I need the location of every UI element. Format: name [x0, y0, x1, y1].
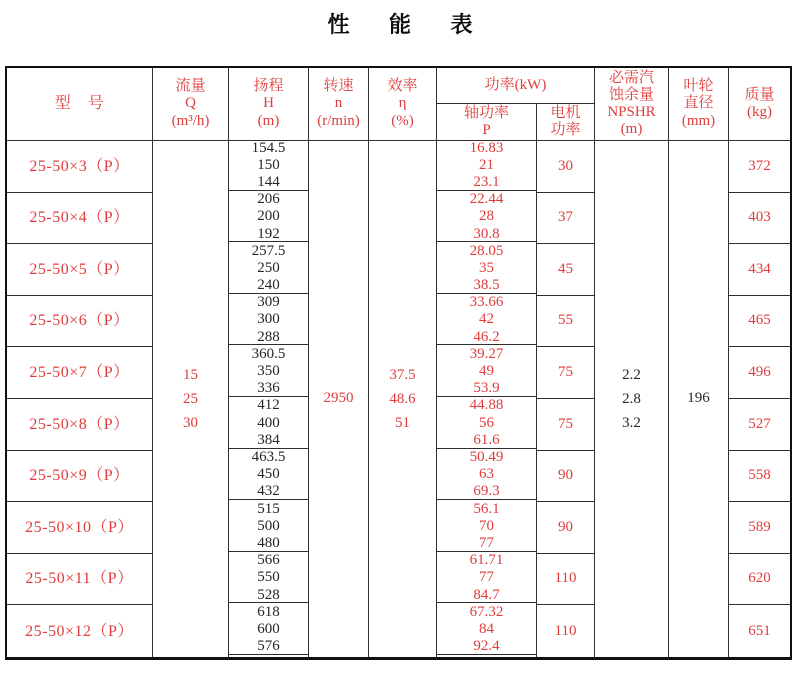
shaft-power-value: 38.5: [473, 277, 500, 294]
header-power-group: 功率(kW): [437, 68, 595, 104]
head-cell: [229, 605, 309, 657]
npshr-value: 2.8: [622, 390, 641, 407]
header-efficiency-line: 效率: [387, 78, 418, 95]
model-cell: 25-50×10（P）: [7, 502, 153, 554]
shaft-power-value: 42: [479, 311, 494, 328]
head-value: 463.5: [251, 450, 286, 466]
header-flow-line: Q: [185, 95, 196, 112]
shaft-power-value: 50.49: [469, 450, 504, 466]
motor-power-cell: 55: [537, 296, 595, 348]
head-value: 550: [257, 569, 280, 586]
header-speed-line: (r/min): [317, 112, 360, 129]
header-head-line: (m): [257, 112, 280, 129]
head-value: 309: [257, 295, 280, 311]
head-value: 432: [257, 483, 280, 500]
head-value: 515: [257, 502, 280, 517]
shaft-power-value: 67.32: [469, 605, 504, 620]
shaft-power-value: 61.71: [469, 553, 504, 569]
shaft-power-value: 84: [479, 621, 494, 638]
head-cell: [229, 244, 309, 296]
header-npshr: [595, 68, 669, 141]
shaft-power-cell: [437, 296, 537, 348]
shaft-power-cell: [437, 399, 537, 451]
shaft-power-cell: [437, 451, 537, 503]
head-value: 240: [257, 277, 280, 294]
motor-power-cell: 90: [537, 451, 595, 503]
shaft-power-value: 46.2: [473, 328, 500, 345]
header-npshr-line: 必需汽: [608, 69, 654, 86]
shaft-power-value: 39.27: [469, 347, 504, 362]
head-cell: [229, 399, 309, 451]
head-value: 206: [257, 192, 280, 208]
header-motor-power-line: 功率: [550, 122, 581, 138]
mass-cell: 527: [729, 399, 790, 451]
motor-power-cell: 110: [537, 605, 595, 657]
shaft-power-value: 49: [479, 363, 494, 380]
head-value: 500: [257, 517, 280, 534]
head-value: 200: [257, 208, 280, 225]
head-cell: [229, 193, 309, 245]
speed-value-cell: 2950: [309, 141, 369, 657]
motor-power-cell: 37: [537, 193, 595, 245]
model-cell: 25-50×5（P）: [7, 244, 153, 296]
header-npshr-line: (m): [620, 121, 643, 138]
header-flow-line: 流量: [175, 78, 206, 95]
header-impeller-line: 直径: [683, 95, 714, 112]
shaft-power-value: 30.8: [473, 225, 500, 242]
shaft-power-value: 28.05: [469, 244, 504, 259]
shaft-power-value: 53.9: [473, 380, 500, 397]
npshr-value: 2.2: [622, 366, 641, 383]
header-mass-line: (kg): [747, 104, 772, 120]
shaft-power-value: 61.6: [473, 431, 500, 448]
shaft-power-value: 70: [479, 517, 494, 534]
header-efficiency-line: η: [398, 95, 407, 112]
header-head-line: 扬程: [253, 78, 284, 95]
shaft-power-value: 22.44: [469, 192, 504, 208]
head-value: 412: [257, 398, 280, 414]
efficiency-value: 51: [395, 414, 410, 431]
head-cell: [229, 296, 309, 348]
head-value: 618: [257, 605, 280, 620]
shaft-power-cell: [437, 502, 537, 554]
model-cell: 25-50×7（P）: [7, 347, 153, 399]
shaft-power-value: 44.88: [469, 398, 504, 414]
header-model: 型 号: [7, 68, 153, 141]
mass-cell: 558: [729, 451, 790, 503]
header-speed-line: n: [334, 95, 343, 112]
header-efficiency: [369, 68, 437, 141]
head-value: 384: [257, 431, 280, 448]
header-flow-line: (m³/h): [171, 112, 210, 129]
efficiency-value: 48.6: [389, 390, 416, 407]
header-impeller-line: 叶轮: [683, 78, 714, 95]
shaft-power-value: 21: [479, 156, 494, 173]
flow-value: 25: [183, 390, 198, 407]
flow-values-cell: [153, 141, 229, 657]
head-value: 144: [257, 173, 280, 190]
shaft-power-value: 69.3: [473, 483, 500, 500]
npshr-value: 3.2: [622, 414, 641, 431]
head-value: 400: [257, 414, 280, 431]
page-title: 性 能 表: [327, 12, 490, 37]
model-cell: 25-50×4（P）: [7, 193, 153, 245]
shaft-power-value: 77: [479, 535, 494, 552]
head-value: 257.5: [251, 244, 286, 259]
head-value: 480: [257, 535, 280, 552]
header-speed: [309, 68, 369, 141]
header-mass-line: 质量: [744, 86, 775, 103]
header-npshr-line: NPSHR: [607, 104, 656, 120]
shaft-power-value: 35: [479, 259, 494, 276]
head-cell: [229, 347, 309, 399]
head-value: 250: [257, 259, 280, 276]
header-flow: [153, 68, 229, 141]
efficiency-value: 37.5: [389, 366, 416, 383]
header-efficiency-line: (%): [391, 112, 414, 129]
efficiency-values-cell: [369, 141, 437, 657]
mass-cell: 589: [729, 502, 790, 554]
flow-value: 30: [183, 414, 198, 431]
head-cell: [229, 451, 309, 503]
impeller-value-cell: 196: [669, 141, 729, 657]
motor-power-cell: 30: [537, 141, 595, 193]
mass-cell: 651: [748, 622, 771, 639]
shaft-power-value: 63: [479, 466, 494, 483]
model-cell: 25-50×11（P）: [7, 554, 153, 606]
shaft-power-cell: [437, 244, 537, 296]
model-cell: 25-50×3（P）: [7, 141, 153, 193]
shaft-power-value: 23.1: [473, 173, 500, 190]
model-cell: 25-50×6（P）: [7, 296, 153, 348]
header-mass: [729, 68, 790, 141]
model-cell: 25-50×9（P）: [7, 451, 153, 503]
shaft-power-value: 92.4: [473, 638, 500, 655]
model-cell: 25-50×12（P）: [7, 605, 153, 657]
shaft-power-value: 84.7: [473, 586, 500, 603]
header-head-line: H: [263, 95, 274, 112]
head-value: 336: [257, 380, 280, 397]
header-motor-power-line: 电机: [550, 104, 581, 121]
motor-power-cell: 90: [537, 502, 595, 554]
header-shaft-power-line: P: [482, 122, 491, 138]
shaft-power-value: 56: [479, 414, 494, 431]
head-cell: [229, 502, 309, 554]
head-cell: [229, 141, 309, 193]
head-value: 528: [257, 586, 280, 603]
head-value: 300: [257, 311, 280, 328]
head-value: 192: [257, 225, 280, 242]
head-value: 150: [257, 156, 280, 173]
head-value: 360.5: [251, 347, 286, 362]
header-impeller: [669, 68, 729, 141]
header-shaft-power-line: 轴功率: [463, 104, 509, 121]
head-value: 154.5: [251, 141, 286, 156]
header-motor-power: [537, 104, 595, 141]
mass-cell: 434: [729, 244, 790, 296]
shaft-power-value: 16.83: [469, 141, 504, 156]
shaft-power-cell: [437, 141, 537, 193]
head-value: 600: [257, 621, 280, 638]
motor-power-cell: 75: [537, 347, 595, 399]
head-value: 566: [257, 553, 280, 569]
header-shaft-power: [437, 104, 537, 141]
header-npshr-line: 蚀余量: [608, 86, 654, 103]
head-value: 350: [257, 363, 280, 380]
header-head: [229, 68, 309, 141]
npshr-values-cell: [595, 141, 669, 657]
motor-power-cell: 75: [537, 399, 595, 451]
head-value: 576: [257, 638, 280, 655]
shaft-power-value: 33.66: [469, 295, 504, 311]
performance-table: [5, 66, 792, 660]
model-cell: 25-50×8（P）: [7, 399, 153, 451]
flow-value: 15: [183, 366, 198, 383]
head-value: 450: [257, 466, 280, 483]
head-cell: [229, 554, 309, 606]
head-value: 288: [257, 328, 280, 345]
shaft-power-cell: [437, 347, 537, 399]
header-impeller-line: (mm): [681, 112, 716, 129]
mass-cell: 403: [729, 193, 790, 245]
shaft-power-cell: [437, 193, 537, 245]
motor-power-cell: 45: [537, 244, 595, 296]
shaft-power-value: 28: [479, 208, 494, 225]
mass-cell: 372: [729, 141, 790, 193]
shaft-power-value: 56.1: [473, 502, 500, 517]
motor-power-cell: 110: [537, 554, 595, 606]
header-speed-line: 转速: [323, 78, 354, 95]
mass-cell: 496: [729, 347, 790, 399]
mass-cell: 465: [729, 296, 790, 348]
mass-cell: 620: [729, 554, 790, 606]
shaft-power-value: 77: [479, 569, 494, 586]
shaft-power-cell: [437, 605, 537, 657]
shaft-power-cell: [437, 554, 537, 606]
